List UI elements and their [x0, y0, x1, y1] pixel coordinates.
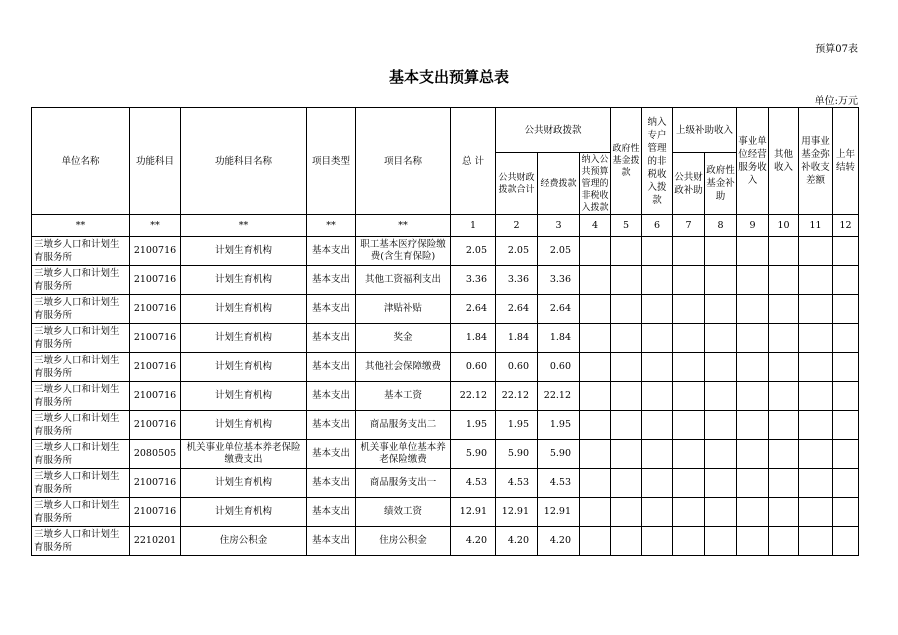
cell-pf-total: 2.64 — [496, 295, 538, 324]
cell-unit-name: 三墩乡人口和计划生育服务所 — [32, 440, 130, 469]
cell-empty — [611, 382, 642, 411]
table-row — [32, 411, 859, 440]
cell-pf-total: 3.36 — [496, 266, 538, 295]
column-index-cell: 2 — [496, 215, 538, 237]
cell-empty — [705, 266, 737, 295]
cell-empty — [799, 382, 833, 411]
cell-empty — [611, 440, 642, 469]
cell-pf-funds: 4.53 — [538, 469, 580, 498]
cell-total: 3.36 — [451, 266, 496, 295]
cell-func-code: 2080505 — [130, 440, 181, 469]
cell-empty — [642, 382, 673, 411]
cell-pf-funds: 1.95 — [538, 411, 580, 440]
cell-empty — [673, 237, 705, 266]
cell-proj-type: 基本支出 — [307, 324, 356, 353]
cell-func-code: 2100716 — [130, 469, 181, 498]
cell-empty — [799, 411, 833, 440]
cell-empty — [833, 382, 859, 411]
cell-proj-type: 基本支出 — [307, 498, 356, 527]
cell-func-name: 住房公积金 — [181, 527, 307, 556]
cell-pf-total: 22.12 — [496, 382, 538, 411]
cell-func-code: 2100716 — [130, 237, 181, 266]
cell-empty — [673, 266, 705, 295]
cell-total: 22.12 — [451, 382, 496, 411]
header-special-nontax: 纳入专户管理的非税收入拨款 — [642, 108, 673, 215]
cell-empty — [580, 440, 611, 469]
cell-proj-name: 其他社会保障缴费 — [356, 353, 451, 382]
cell-empty — [580, 469, 611, 498]
form-number: 预算07表 — [815, 44, 858, 55]
cell-empty — [580, 353, 611, 382]
header-proj-type: 项目类型 — [307, 108, 356, 215]
cell-empty — [705, 469, 737, 498]
cell-func-name: 计划生育机构 — [181, 382, 307, 411]
cell-func-name: 计划生育机构 — [181, 411, 307, 440]
header-proj-name: 项目名称 — [356, 108, 451, 215]
budget-table — [31, 107, 859, 556]
cell-empty — [833, 353, 859, 382]
cell-empty — [611, 469, 642, 498]
cell-empty — [737, 498, 769, 527]
cell-proj-type: 基本支出 — [307, 527, 356, 556]
cell-empty — [705, 440, 737, 469]
cell-func-code: 2210201 — [130, 527, 181, 556]
header-pf-total: 公共财政拨款合计 — [496, 153, 538, 215]
cell-func-name: 计划生育机构 — [181, 498, 307, 527]
cell-total: 2.05 — [451, 237, 496, 266]
cell-proj-name: 职工基本医疗保险缴费(含生育保险) — [356, 237, 451, 266]
header-sup-public: 公共财政补助 — [673, 153, 705, 215]
cell-empty — [799, 237, 833, 266]
cell-empty — [580, 382, 611, 411]
cell-empty — [769, 440, 799, 469]
cell-func-name: 机关事业单位基本养老保险缴费支出 — [181, 440, 307, 469]
cell-empty — [580, 266, 611, 295]
cell-pf-total: 5.90 — [496, 440, 538, 469]
cell-empty — [705, 353, 737, 382]
header-pf-nontax: 纳入公共预算管理的非税收入拨款 — [581, 154, 609, 213]
cell-total: 0.60 — [451, 353, 496, 382]
cell-empty — [611, 353, 642, 382]
cell-proj-type: 基本支出 — [307, 440, 356, 469]
cell-empty — [833, 295, 859, 324]
cell-unit-name: 三墩乡人口和计划生育服务所 — [32, 324, 130, 353]
header-superior: 上级补助收入 — [673, 108, 737, 153]
header-sup-gov-fund: 政府性基金补助 — [705, 153, 737, 215]
cell-empty — [799, 266, 833, 295]
cell-pf-funds: 3.36 — [538, 266, 580, 295]
column-index-cell: ** — [130, 215, 181, 237]
cell-empty — [611, 411, 642, 440]
cell-total: 1.95 — [451, 411, 496, 440]
cell-proj-name: 其他工资福利支出 — [356, 266, 451, 295]
cell-empty — [705, 324, 737, 353]
cell-unit-name: 三墩乡人口和计划生育服务所 — [32, 411, 130, 440]
cell-empty — [642, 411, 673, 440]
cell-empty — [737, 295, 769, 324]
cell-proj-name: 商品服务支出二 — [356, 411, 451, 440]
cell-empty — [769, 237, 799, 266]
cell-empty — [705, 237, 737, 266]
cell-total: 5.90 — [451, 440, 496, 469]
column-index-cell: 7 — [673, 215, 705, 237]
cell-empty — [673, 295, 705, 324]
cell-empty — [737, 469, 769, 498]
cell-func-name: 计划生育机构 — [181, 237, 307, 266]
cell-pf-funds: 2.05 — [538, 237, 580, 266]
cell-total: 12.91 — [451, 498, 496, 527]
cell-empty — [580, 324, 611, 353]
cell-empty — [611, 324, 642, 353]
cell-empty — [642, 324, 673, 353]
column-index-cell: 5 — [611, 215, 642, 237]
header-func-name: 功能科目名称 — [181, 108, 307, 215]
cell-func-code: 2100716 — [130, 411, 181, 440]
cell-empty — [799, 527, 833, 556]
cell-unit-name: 三墩乡人口和计划生育服务所 — [32, 266, 130, 295]
cell-empty — [673, 469, 705, 498]
cell-unit-name: 三墩乡人口和计划生育服务所 — [32, 237, 130, 266]
cell-empty — [580, 411, 611, 440]
header-gov-fund: 政府性基金拨款 — [611, 108, 642, 215]
cell-pf-total: 1.84 — [496, 324, 538, 353]
cell-empty — [769, 353, 799, 382]
cell-empty — [769, 411, 799, 440]
cell-func-name: 计划生育机构 — [181, 295, 307, 324]
cell-pf-funds: 22.12 — [538, 382, 580, 411]
cell-func-name: 计划生育机构 — [181, 353, 307, 382]
table-row — [32, 266, 859, 295]
cell-empty — [673, 382, 705, 411]
column-index-cell: 12 — [833, 215, 859, 237]
cell-empty — [580, 527, 611, 556]
cell-empty — [642, 527, 673, 556]
column-index-cell: 11 — [799, 215, 833, 237]
cell-empty — [611, 498, 642, 527]
header-public-finance: 公共财政拨款 — [496, 108, 611, 153]
table-row — [32, 353, 859, 382]
unit-label: 单位:万元 — [814, 96, 858, 107]
cell-empty — [673, 440, 705, 469]
cell-unit-name: 三墩乡人口和计划生育服务所 — [32, 469, 130, 498]
cell-empty — [737, 237, 769, 266]
cell-total: 4.53 — [451, 469, 496, 498]
table-row — [32, 498, 859, 527]
header-total: 总 计 — [451, 108, 496, 215]
cell-empty — [769, 469, 799, 498]
cell-empty — [833, 411, 859, 440]
cell-proj-type: 基本支出 — [307, 237, 356, 266]
cell-pf-funds: 5.90 — [538, 440, 580, 469]
cell-empty — [799, 469, 833, 498]
cell-proj-name: 绩效工资 — [356, 498, 451, 527]
data-rows — [32, 237, 859, 556]
header-carryover: 上年结转 — [833, 108, 859, 215]
cell-empty — [705, 498, 737, 527]
header-pf-funds: 经费拨款 — [538, 153, 580, 215]
header-other-income: 其他收入 — [769, 108, 799, 215]
cell-empty — [705, 527, 737, 556]
cell-empty — [833, 324, 859, 353]
cell-empty — [737, 266, 769, 295]
cell-empty — [642, 237, 673, 266]
cell-empty — [611, 295, 642, 324]
cell-proj-name: 津贴补贴 — [356, 295, 451, 324]
cell-empty — [673, 353, 705, 382]
cell-proj-type: 基本支出 — [307, 295, 356, 324]
cell-empty — [799, 324, 833, 353]
cell-unit-name: 三墩乡人口和计划生育服务所 — [32, 382, 130, 411]
cell-pf-funds: 12.91 — [538, 498, 580, 527]
cell-pf-total: 0.60 — [496, 353, 538, 382]
cell-empty — [769, 295, 799, 324]
cell-pf-total: 2.05 — [496, 237, 538, 266]
cell-empty — [737, 353, 769, 382]
cell-empty — [737, 411, 769, 440]
cell-empty — [737, 527, 769, 556]
cell-empty — [799, 440, 833, 469]
cell-empty — [642, 295, 673, 324]
cell-empty — [705, 411, 737, 440]
cell-empty — [611, 237, 642, 266]
cell-empty — [737, 324, 769, 353]
cell-empty — [737, 382, 769, 411]
cell-empty — [642, 498, 673, 527]
cell-proj-type: 基本支出 — [307, 353, 356, 382]
cell-empty — [799, 498, 833, 527]
cell-empty — [580, 237, 611, 266]
cell-pf-funds: 0.60 — [538, 353, 580, 382]
cell-proj-name: 住房公积金 — [356, 527, 451, 556]
cell-proj-name: 基本工资 — [356, 382, 451, 411]
cell-proj-name: 机关事业单位基本养老保险缴费 — [356, 440, 451, 469]
column-index-cell: 6 — [642, 215, 673, 237]
column-index-row — [32, 215, 859, 237]
table-row — [32, 469, 859, 498]
cell-pf-total: 1.95 — [496, 411, 538, 440]
header-business-income: 事业单位经营服务收入 — [737, 108, 769, 215]
cell-empty — [611, 527, 642, 556]
cell-empty — [580, 295, 611, 324]
cell-empty — [642, 266, 673, 295]
column-index-cell: ** — [307, 215, 356, 237]
cell-empty — [673, 527, 705, 556]
cell-empty — [673, 498, 705, 527]
cell-empty — [737, 440, 769, 469]
cell-empty — [705, 382, 737, 411]
cell-unit-name: 三墩乡人口和计划生育服务所 — [32, 498, 130, 527]
column-index-cell: 8 — [705, 215, 737, 237]
cell-func-code: 2100716 — [130, 498, 181, 527]
column-index-cell: 3 — [538, 215, 580, 237]
column-index-cell: 1 — [451, 215, 496, 237]
column-index-cell: 10 — [769, 215, 799, 237]
table-row — [32, 295, 859, 324]
column-index-cell: ** — [356, 215, 451, 237]
table-row — [32, 237, 859, 266]
cell-proj-type: 基本支出 — [307, 266, 356, 295]
cell-empty — [769, 498, 799, 527]
cell-proj-type: 基本支出 — [307, 382, 356, 411]
cell-pf-total: 12.91 — [496, 498, 538, 527]
cell-pf-total: 4.53 — [496, 469, 538, 498]
header-unit-name: 单位名称 — [32, 108, 130, 215]
cell-empty — [642, 469, 673, 498]
column-index-cell: ** — [181, 215, 307, 237]
cell-empty — [611, 266, 642, 295]
column-index-cell: ** — [32, 215, 130, 237]
cell-proj-name: 商品服务支出一 — [356, 469, 451, 498]
cell-empty — [799, 353, 833, 382]
cell-unit-name: 三墩乡人口和计划生育服务所 — [32, 353, 130, 382]
cell-empty — [833, 469, 859, 498]
cell-pf-funds: 4.20 — [538, 527, 580, 556]
header-func-code: 功能科目 — [130, 108, 181, 215]
cell-empty — [705, 295, 737, 324]
table-row — [32, 440, 859, 469]
cell-func-code: 2100716 — [130, 295, 181, 324]
header-fund-reserve: 用事业基金弥补收支差额 — [799, 108, 833, 215]
cell-empty — [799, 295, 833, 324]
cell-empty — [833, 237, 859, 266]
header-row-top — [32, 108, 859, 153]
cell-empty — [769, 527, 799, 556]
cell-func-name: 计划生育机构 — [181, 469, 307, 498]
cell-pf-total: 4.20 — [496, 527, 538, 556]
cell-pf-funds: 2.64 — [538, 295, 580, 324]
cell-empty — [673, 324, 705, 353]
cell-empty — [769, 382, 799, 411]
cell-empty — [769, 266, 799, 295]
cell-func-code: 2100716 — [130, 353, 181, 382]
cell-func-name: 计划生育机构 — [181, 266, 307, 295]
cell-empty — [833, 498, 859, 527]
cell-func-name: 计划生育机构 — [181, 324, 307, 353]
cell-empty — [833, 266, 859, 295]
cell-proj-name: 奖金 — [356, 324, 451, 353]
cell-empty — [673, 411, 705, 440]
cell-total: 4.20 — [451, 527, 496, 556]
cell-empty — [580, 498, 611, 527]
cell-total: 2.64 — [451, 295, 496, 324]
column-index-cell: 4 — [580, 215, 611, 237]
cell-unit-name: 三墩乡人口和计划生育服务所 — [32, 527, 130, 556]
cell-unit-name: 三墩乡人口和计划生育服务所 — [32, 295, 130, 324]
table-row — [32, 324, 859, 353]
cell-func-code: 2100716 — [130, 324, 181, 353]
page-title: 基本支出预算总表 — [388, 68, 509, 86]
table-row — [32, 527, 859, 556]
cell-pf-funds: 1.84 — [538, 324, 580, 353]
cell-empty — [833, 527, 859, 556]
cell-func-code: 2100716 — [130, 266, 181, 295]
cell-empty — [642, 353, 673, 382]
column-index-cell: 9 — [737, 215, 769, 237]
table-row — [32, 382, 859, 411]
cell-func-code: 2100716 — [130, 382, 181, 411]
cell-proj-type: 基本支出 — [307, 411, 356, 440]
cell-proj-type: 基本支出 — [307, 469, 356, 498]
cell-empty — [769, 324, 799, 353]
cell-empty — [833, 440, 859, 469]
cell-total: 1.84 — [451, 324, 496, 353]
cell-empty — [642, 440, 673, 469]
